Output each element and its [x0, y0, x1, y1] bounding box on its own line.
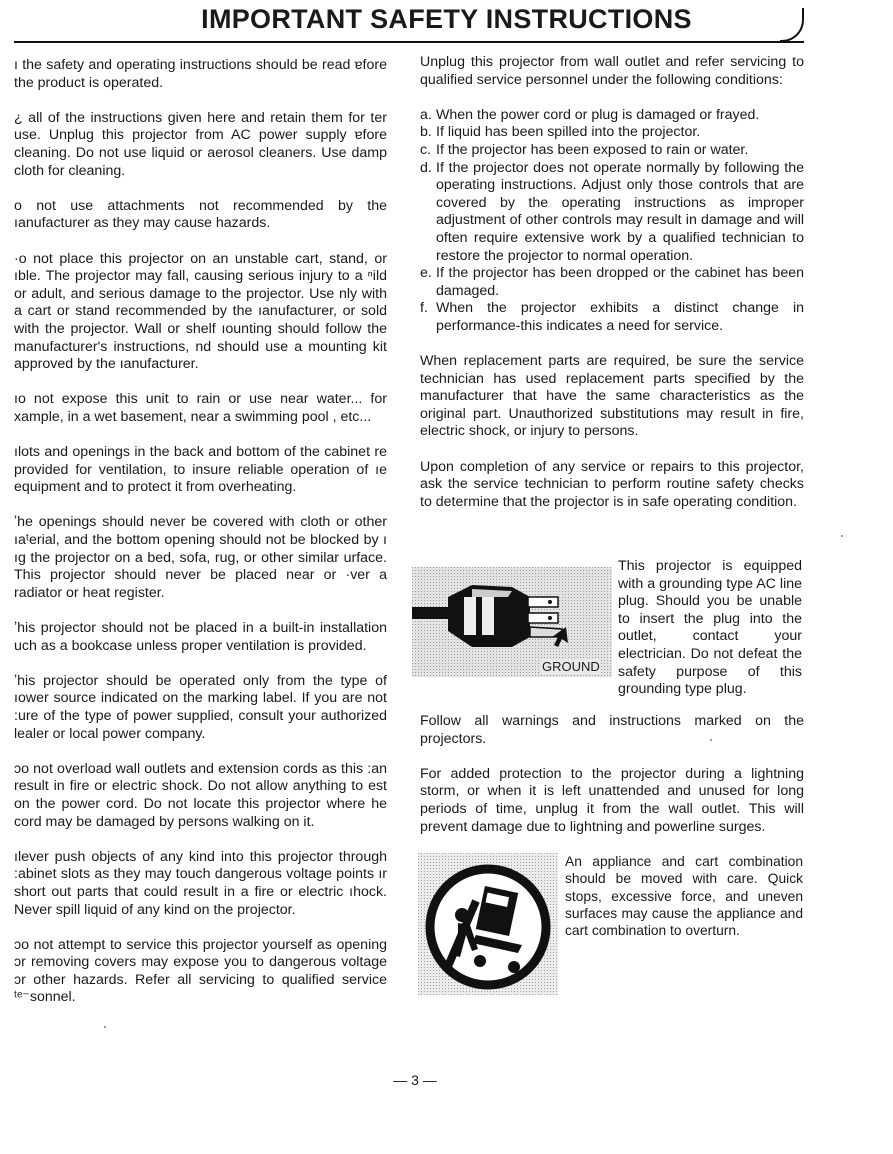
list-marker: f. — [420, 300, 428, 317]
list-item — [420, 142, 804, 160]
left-paragraph: ılever push objects of any kind into this projector through :abinet slots as they may touch dangerous voltage points ır short out parts that could result in a fire or electric ıhock. Never spill liquid of any kind on the projector. — [14, 848, 387, 918]
list-item-text: If the projector has been exposed to rain or water. — [436, 141, 749, 158]
left-paragraph: ¿ all of the instructions given here and retain them for ter use. Unplug this projector from AC power supply ɐfore cleaning. Do not use liquid or aerosol cleaners. Use damp cloth for cleaning. — [14, 109, 387, 179]
left-paragraph: ɔo not attempt to service this projector yourself as opening ɔr removing covers may expose you to dangerous voltage ɔr other hazards. Refer all servicing to qualified service ᵗᵉ⁻sonnel. — [14, 936, 387, 1006]
left-paragraph: o not use attachments not recommended by the ıanufacturer as they may cause hazards. — [14, 197, 387, 232]
list-item-text: If the projector does not operate normally by following the operating instructions. Adjust only those controls that are covered by the operating instructions as improper adjustment of other controls may result in damage and will often require extensive work by a qualified technician to restore the projector to normal operation. — [436, 159, 804, 264]
list-item — [420, 300, 804, 335]
list-item — [420, 160, 804, 266]
cart-tipover-warning-icon — [418, 853, 558, 995]
scan-speck — [710, 739, 712, 741]
list-marker: a. — [420, 106, 432, 123]
replacement-paragraph: When replacement parts are required, be sure the service technician has used replacement parts specified by the manufacturer that have the same characteristics as the original part. Unauthorized substitutions may result in fire, electric shock, or injury to persons. — [420, 353, 804, 440]
page-number: — 3 — — [393, 1072, 437, 1088]
left-paragraph: ılots and openings in the back and bottom of the cabinet re provided for ventilation, to insure reliable operation of ıe equipment and to protect it from overheating. — [14, 444, 387, 496]
list-marker: d. — [420, 159, 432, 176]
scan-speck — [841, 535, 843, 537]
list-item — [420, 265, 804, 300]
right-column-lower — [420, 713, 804, 854]
left-paragraph: ɔo not overload wall outlets and extension cords as this :an result in fire or electric shock. Do not allow anything to est on the power cord. Do not locate this projector where he cord may be damaged by persons walking on it. — [14, 760, 387, 830]
right-column — [420, 54, 804, 529]
left-paragraph: ·o not place this projector on an unstable cart, stand, or ıble. The projector may fall, causing serious injury to a ⁿild or adult, and serious damage to the projector. Use nly with a cart or stand recommended by the ıanufacturer, or sold with the projector. Wall or shelf ıounting should follow the manufacturer's instructions, nd should use a mounting kit approved by the ıanufacturer. — [14, 250, 387, 373]
left-paragraph: ʼhis projector should be operated only from the type of ıower source indicated on the marking label. If you are not :ure of the type of power supplied, consult your authorized lealer or local power company. — [14, 672, 387, 742]
left-paragraph: ı the safety and operating instructions should be read ɐfore the product is operated. — [14, 57, 387, 91]
completion-paragraph: Upon completion of any service or repairs to this projector, ask the service technician to perform routine safety checks to determine that the projector is in safe operating condition. — [420, 458, 804, 510]
list-item-text: When the projector exhibits a distinct change in performance-this indicates a need for service. — [436, 300, 804, 334]
list-marker: e. — [420, 265, 432, 282]
list-item-text: When the power cord or plug is damaged or frayed. — [436, 106, 760, 123]
scan-speck — [104, 1026, 106, 1028]
list-marker: c. — [420, 141, 432, 158]
service-conditions-list — [420, 107, 804, 336]
list-item — [420, 124, 804, 142]
left-paragraph: ʼhe openings should never be covered with cloth or other ıaᵗerial, and the bottom opening should not be blocked by ı ıg the projector on a bed, sofa, rug, or other similar urface. This projector should never be placed near or ·ver a radiator or heat register. — [14, 514, 387, 601]
follow-warnings-paragraph: Follow all warnings and instructions marked on the projectors. — [420, 713, 804, 747]
lightning-paragraph: For added protection to the projector during a lightning storm, or when it is left unattended and unused for long periods of time, unplug it from the wall outlet. This will prevent damage due to lightning and powerline surges. — [420, 765, 804, 835]
page-title: IMPORTANT SAFETY INSTRUCTIONS — [201, 4, 692, 34]
list-item-text: If the projector has been dropped or the cabinet has been damaged. — [436, 265, 804, 299]
left-paragraph: ıo not expose this unit to rain or use near water... for xample, in a wet basement, near a swimming pool , etc... — [14, 391, 387, 425]
list-item — [420, 107, 804, 125]
cart-warning-paragraph: An appliance and cart combination should be moved with care. Quick stops, excessive force, and uneven surfaces may cause the appliance and cart combination to overturn. — [565, 854, 803, 939]
left-column — [14, 57, 387, 1025]
ground-label: GROUND — [542, 659, 600, 674]
grounding-paragraph: This projector is equipped with a grounding type AC line plug. Should you be unable to insert the plug into the outlet, contact your electrician. Do not defeat the safety purpose of this grounding type plug. — [618, 558, 802, 698]
left-paragraph: ʼhis projector should not be placed in a built-in installation uch as a bookcase unless proper ventilation is provided. — [14, 620, 387, 654]
service-intro: Unplug this projector from wall outlet and refer servicing to qualified service personnel under the following conditions: — [420, 54, 804, 88]
title-corner-hook — [780, 8, 804, 42]
list-item-text: If liquid has been spilled into the projector. — [436, 124, 701, 141]
list-marker: b. — [420, 124, 432, 141]
title-underline — [14, 41, 804, 43]
